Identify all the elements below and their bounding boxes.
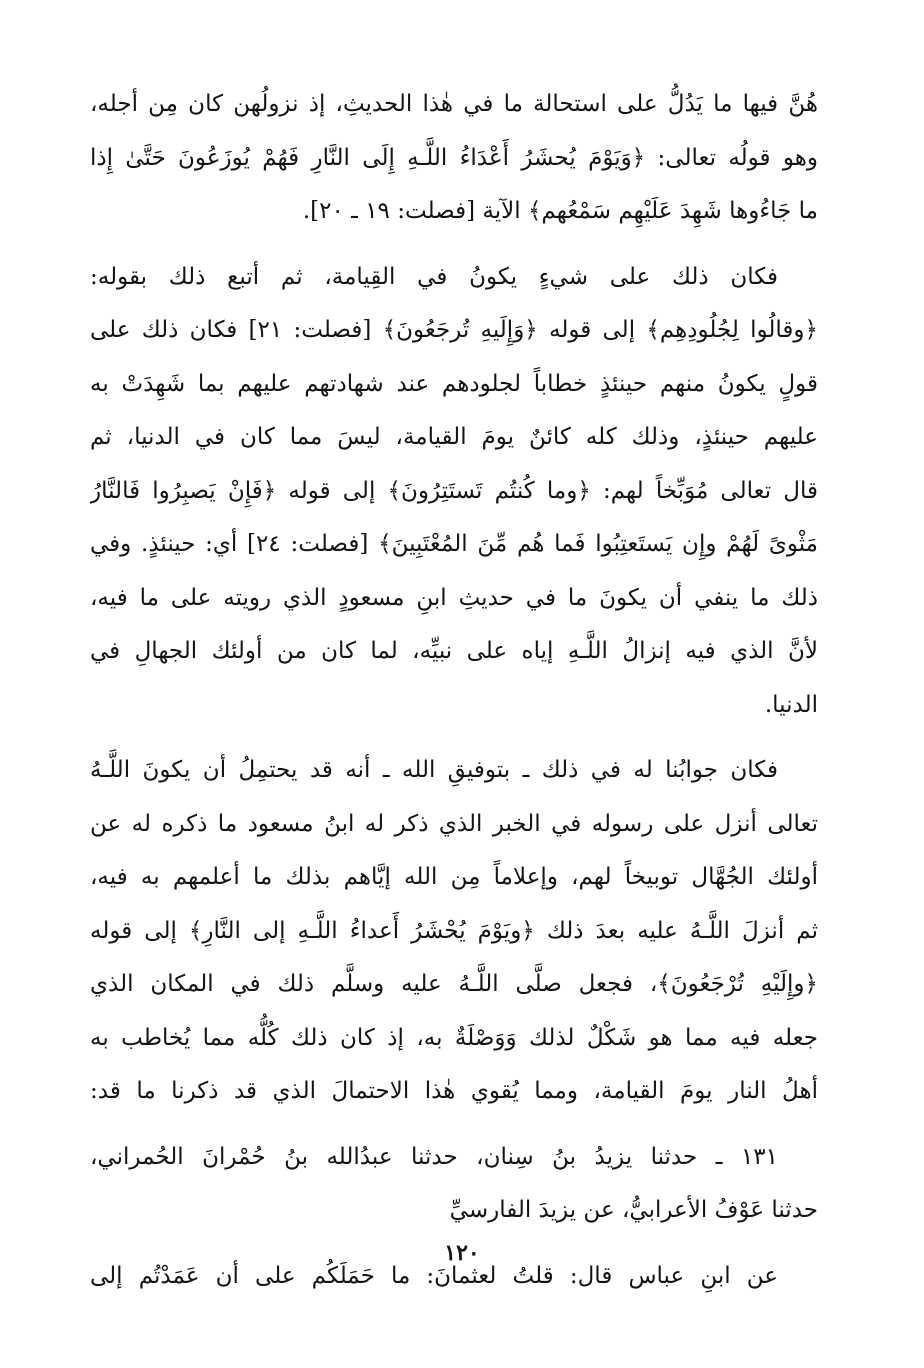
paragraph-1 [90,78,818,239]
text-line: أهلُ النار يومَ القيامة، ومما يُقوي هٰذا الاحتمالَ الذي قد ذكرنا ما قد: [90,1078,818,1104]
text-line: حدثنا عَوْفُ الأعرابيُّ، عن يزيدَ الفارسيِّ [449,1197,818,1223]
hadith-131-chain [90,1131,818,1238]
text-line: مَثْوىً لَهُمْ وإِن يَستَعتِبُوا فَما هُم مِّنَ المُعْتَبِينَ﴾ [فصلت: ٢٤] أي: حينئذٍ. وفي [90,531,818,557]
text-line: ﴿وإِلَيْهِ تُرْجَعُونَ﴾، فجعل صلَّى اللَّـهُ عليه وسلَّم ذلك في المكان الذي [90,971,818,997]
text-line: جعله فيه مما هو شَكْلٌ لذلك وَوَصْلَةٌ به، إذ كان ذلك كُلُّه مما يُخاطب به [90,1024,818,1051]
text-line: وهو قولُه تعالى: ﴿وَيَوْمَ يُحشَرُ أَعْدَاءُ اللَّـهِ إِلَى النَّارِ فَهُمْ يُوزَعُونَ حَتَّىٰ إِذا [90,144,818,171]
text-line: ﴿وقالُوا لِجُلُودِهِم﴾ إلى قوله ﴿وَإِلَيهِ تُرجَعُونَ﴾ [فصلت: ٢١] فكان ذلك على [90,317,818,343]
text-line: هُنَّ فيها ما يَدُلُّ على استحالة ما في هٰذا الحديثِ، إذ نزولُهن كان مِن أجله، [90,91,818,117]
paragraph-2 [90,251,818,733]
text-line: قولٍ يكونُ منهم حينئذٍ خطاباً لجلودهم عند شهادتهم عليهم بما شَهِدَتْ به [90,370,818,397]
page-body [90,78,818,1303]
text-line: قال تعالى مُوَبِّخاً لهم: ﴿وما كُنتُم تَستَتِرُونَ﴾ إلى قوله ﴿فَإِنْ يَصبِرُوا فَالنَّارُ [90,477,818,504]
text-line: ذلك ما ينفي أن يكونَ ما في حديثِ ابنِ مسعودٍ الذي رويته على ما فيه، [90,584,818,611]
text-line: ثم أنزلَ اللَّـهُ عليه بعدَ ذلك ﴿ويَوْمَ يُحْشَرُ أَعداءُ اللَّـهِ إلى النَّارِ﴾ إلى قوله [90,917,818,944]
paragraph-3 [90,744,818,1119]
text-line: الدنيا. [764,691,818,718]
text-line: ما جَاءُوها شَهِدَ عَلَيْهِم سَمْعُهم﴾ الآية [فصلت: ١٩ ـ ٢٠]. [302,198,818,224]
text-line: ١٣١ ـ حدثنا يزيدُ بنُ سِنان، حدثنا عبدُالله بنُ حُمْرانَ الحُمراني، [90,1143,778,1170]
text-line: عليهم حينئذٍ، وذلك كله كائنٌ يومَ القيامة، ليسَ مما كان في الدنيا، ثم [90,424,818,450]
text-line: فكان جوابُنا له في ذلك ـ بتوفيقِ الله ـ أنه قد يحتمِلُ أن يكونَ اللَّـهُ [90,757,778,783]
text-line: أولئك الجُهَّال توبيخاً لهم، وإعلاماً مِن الله إيَّاهم بذلك ما أعلمهم به فيه، [90,864,818,890]
text-line: لأنَّ الذي فيه إنزالُ اللَّـهِ إياه على نبيِّه، لما كان من أولئك الجهالِ في [90,638,818,664]
text-line: عن ابنِ عباس قال: قلتُ لعثمانَ: ما حَمَلَكُم على أن عَمَدْتُم إلى [90,1262,778,1289]
page-number: ١٢٠ [444,1240,480,1266]
text-line: تعالى أنزل على رسوله في الخبر الذي ذكر له ابنُ مسعود ما ذكره له عن [90,810,818,837]
text-line: فكان ذلك على شيءٍ يكونُ في القِيامة، ثم أتبع ذلك بقوله: [90,263,778,290]
